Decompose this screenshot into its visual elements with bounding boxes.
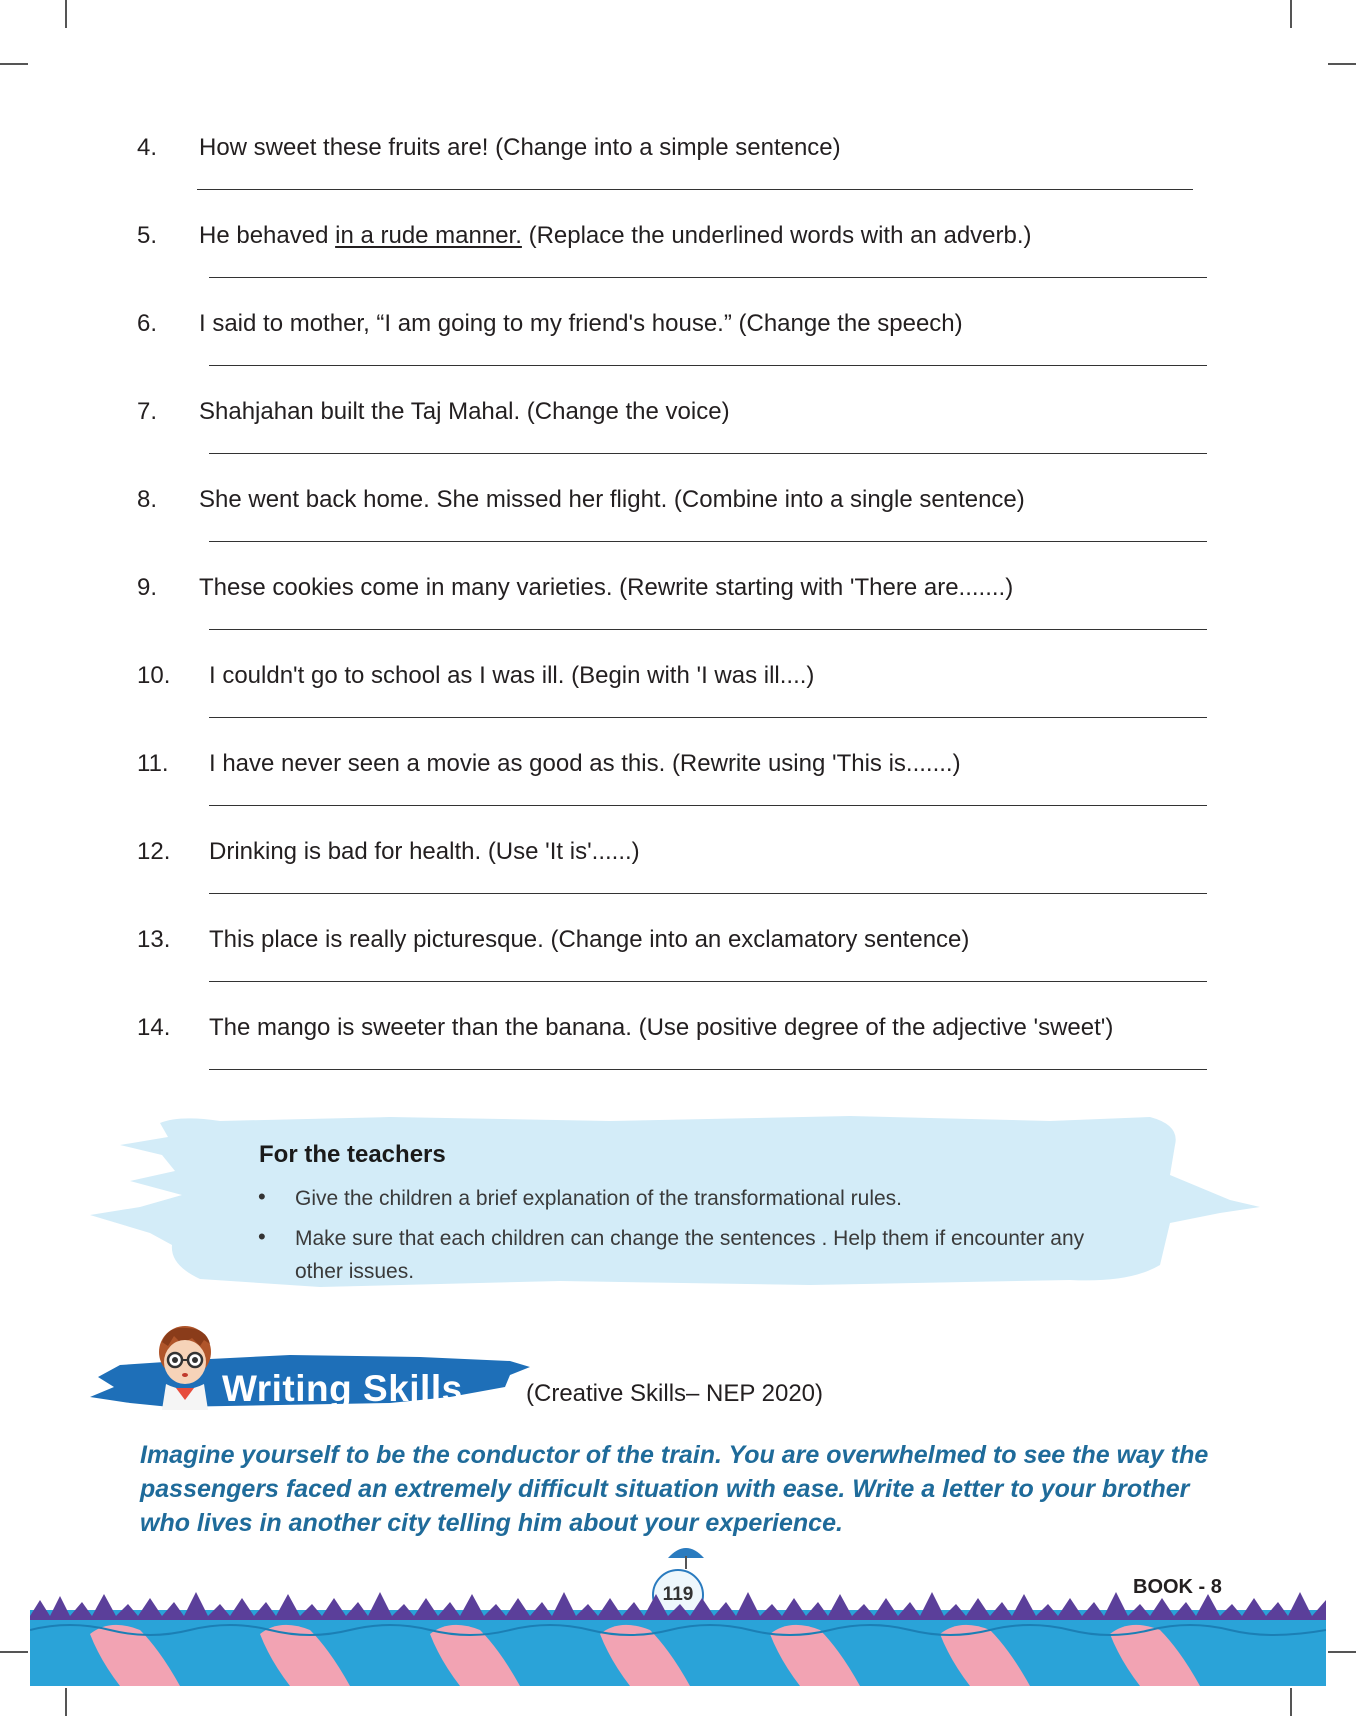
answer-line[interactable] xyxy=(197,189,1193,190)
answer-line[interactable] xyxy=(209,1069,1207,1070)
exercise-item xyxy=(0,749,1356,837)
exercise-item xyxy=(0,221,1356,309)
answer-line[interactable] xyxy=(209,629,1207,630)
crop-mark xyxy=(1328,1651,1356,1653)
item-text: The mango is sweeter than the banana. (Use positive degree of the adjective 'sweet') xyxy=(209,1014,1114,1041)
answer-line[interactable] xyxy=(209,805,1207,806)
writing-skills-title: Writing Skills xyxy=(222,1368,463,1409)
umbrella-icon xyxy=(664,1542,708,1570)
crop-mark xyxy=(1290,1688,1292,1716)
item-number: 7. xyxy=(137,398,158,425)
crop-mark xyxy=(65,0,67,28)
item-text: How sweet these fruits are! (Change into a simple sentence) xyxy=(199,134,841,161)
teacher-note-item: Make sure that each children can change the sentences . Help them if encounter any other issues. xyxy=(295,1227,1085,1283)
answer-line[interactable] xyxy=(209,365,1207,366)
exercise-item xyxy=(0,397,1356,485)
footer-decoration xyxy=(30,1590,1326,1686)
item-number: 10. xyxy=(137,662,171,689)
item-number: 9. xyxy=(137,574,158,601)
answer-line[interactable] xyxy=(209,717,1207,718)
item-number: 14. xyxy=(137,1014,171,1041)
book-label: BOOK - 8 xyxy=(1133,1576,1222,1598)
item-number: 5. xyxy=(137,222,158,249)
crop-mark xyxy=(0,1651,28,1653)
exercise-item xyxy=(0,309,1356,397)
answer-line[interactable] xyxy=(209,541,1207,542)
item-text: Drinking is bad for health. (Use 'It is'......) xyxy=(209,838,640,865)
item-text: I have never seen a movie as good as this. (Rewrite using 'This is.......) xyxy=(209,750,961,777)
crop-mark xyxy=(1290,0,1292,28)
item-text: I said to mother, “I am going to my friend's house.” (Change the speech) xyxy=(199,310,963,337)
item-number: 4. xyxy=(137,134,158,161)
exercise-item xyxy=(0,573,1356,661)
item-text: She went back home. She missed her flight. (Combine into a single sentence) xyxy=(199,486,1025,513)
bullet-icon: • xyxy=(258,1224,266,1249)
underlined-phrase: in a rude manner. xyxy=(335,222,522,249)
item-text: He behaved in a rude manner. (Replace the underlined words with an adverb.) xyxy=(199,222,1032,249)
answer-line[interactable] xyxy=(209,981,1207,982)
item-text: This place is really picturesque. (Change into an exclamatory sentence) xyxy=(209,926,970,953)
answer-line[interactable] xyxy=(209,453,1207,454)
teacher-note-title: For the teachers xyxy=(259,1141,446,1168)
crop-mark xyxy=(1328,63,1356,65)
answer-line[interactable] xyxy=(209,893,1207,894)
item-number: 6. xyxy=(137,310,158,337)
exercise-item xyxy=(0,1013,1356,1101)
writing-prompt: Imagine yourself to be the conductor of the train. You are overwhelmed to see the way the passengers faced an extremely difficult situation with ease. Write a letter to your brother who lives in another city telling him about your experience. xyxy=(140,1441,1209,1537)
exercise-item xyxy=(0,133,1356,221)
item-text: These cookies come in many varieties. (Rewrite starting with 'There are.......) xyxy=(199,574,1014,601)
exercise-item xyxy=(0,837,1356,925)
item-number: 13. xyxy=(137,926,171,953)
writing-skills-subtitle: (Creative Skills– NEP 2020) xyxy=(526,1380,824,1407)
page-number: 119 xyxy=(652,1569,704,1621)
item-number: 11. xyxy=(137,750,169,777)
item-text: Shahjahan built the Taj Mahal. (Change the voice) xyxy=(199,398,730,425)
item-number: 8. xyxy=(137,486,158,513)
student-avatar-icon xyxy=(146,1322,224,1412)
answer-line[interactable] xyxy=(209,277,1207,278)
exercise-item xyxy=(0,485,1356,573)
exercise-item xyxy=(0,925,1356,1013)
item-text: I couldn't go to school as I was ill. (Begin with 'I was ill....) xyxy=(209,662,815,689)
bullet-icon: • xyxy=(258,1184,266,1209)
item-number: 12. xyxy=(137,838,171,865)
crop-mark xyxy=(65,1688,67,1716)
crop-mark xyxy=(0,63,28,65)
teacher-note-item: Give the children a brief explanation of the transformational rules. xyxy=(295,1187,903,1210)
exercise-item xyxy=(0,661,1356,749)
